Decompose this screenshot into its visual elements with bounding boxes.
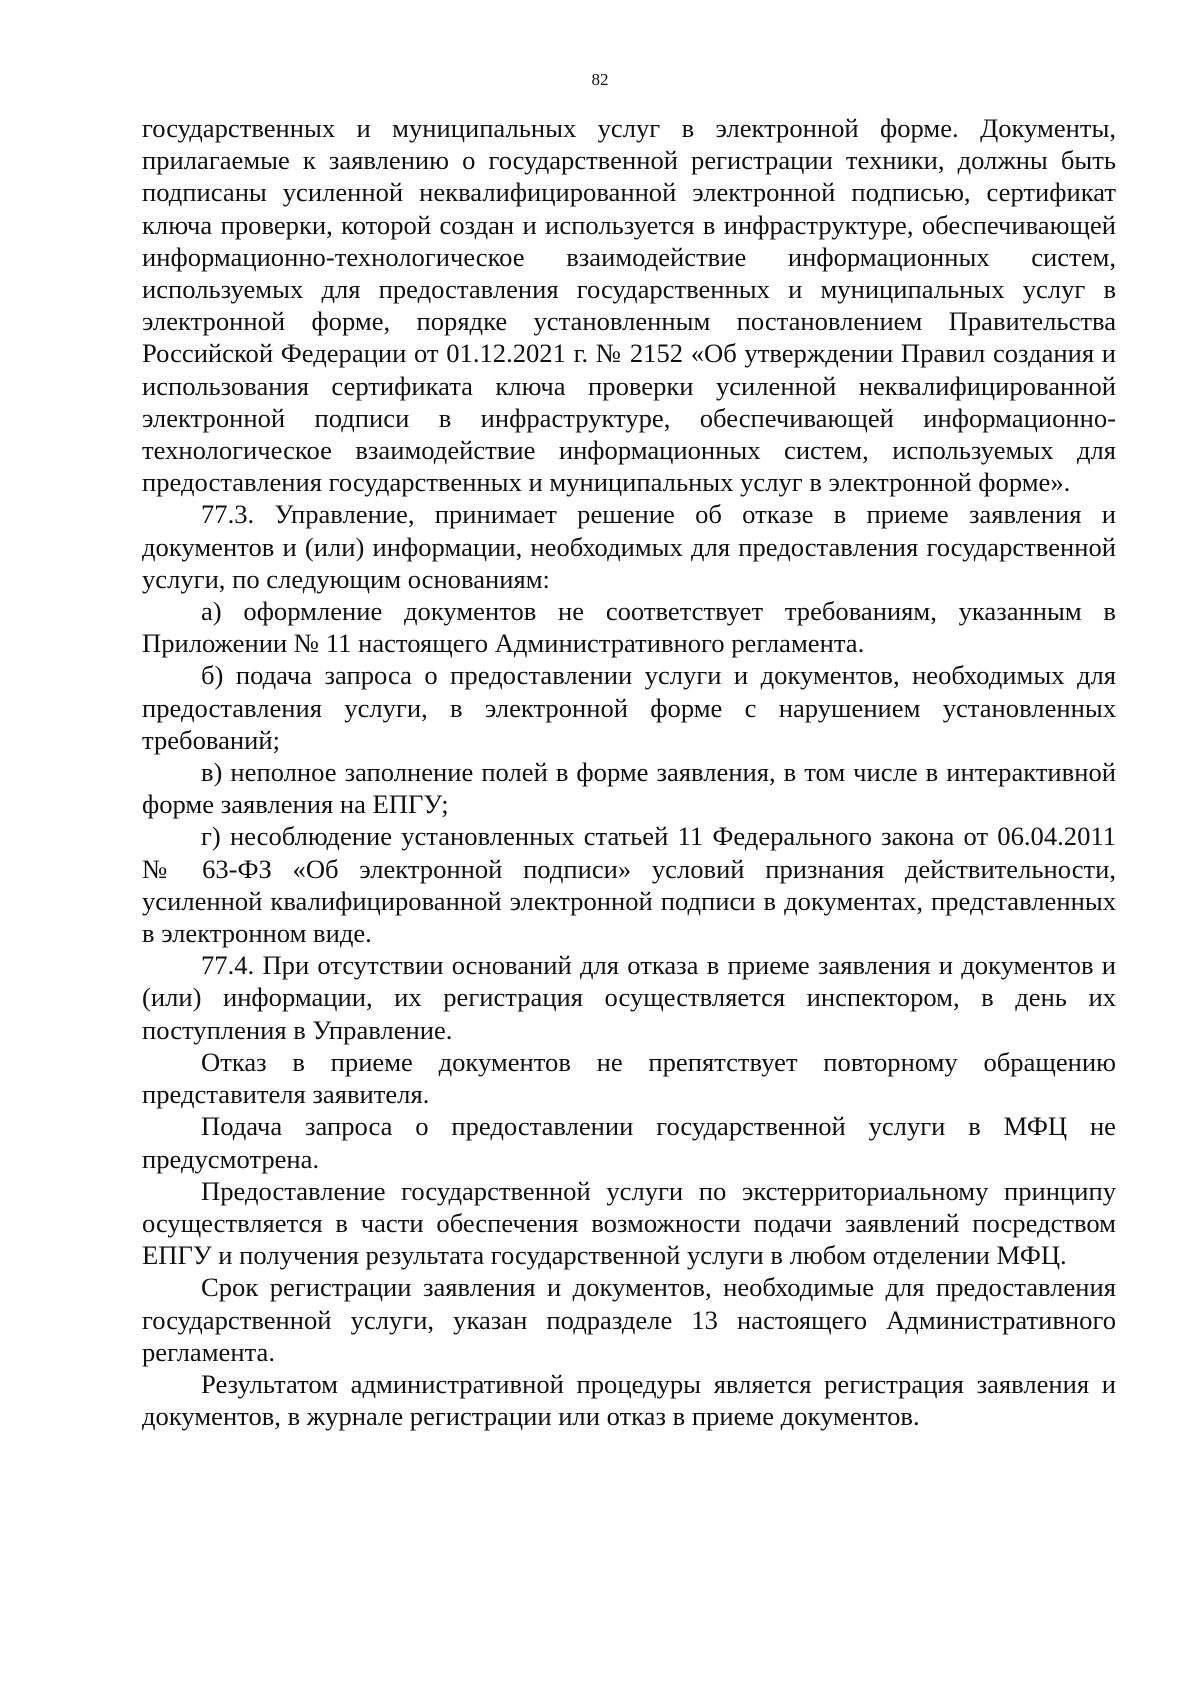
list-item-a: а) оформление документов не соответствует требованиям, указанным в Приложении № 11 настоящего Административного регламента. (142, 596, 1116, 659)
paragraph-refusal-no-obstacle: Отказ в приеме документов не препятствует повторному обращению представителя заявителя. (142, 1046, 1116, 1110)
list-item-g: г) несоблюдение установленных статьей 11 Федерального закона от 06.04.2011 № 63-ФЗ «Об электронной подписи» условий признания действительности, усиленной квалифицированной электронной подписи в документах, представленных в электронном виде. (142, 821, 1116, 949)
list-item-v: в) неполное заполнение полей в форме заявления, в том числе в интерактивной форме заявления на ЕПГУ; (142, 757, 1116, 820)
page-number: 82 (591, 70, 609, 89)
paragraph-registration-term: Срок регистрации заявления и документов, необходимые для предоставления государственной услуги, указан подразделе 13 настоящего Административного регламента. (142, 1272, 1116, 1367)
paragraph-77-3-refusal-grounds: 77.3. Управление, принимает решение об отказе в приеме заявления и документов и (или) информации, необходимых для предоставления государственной услуги, по следующим основаниям: (142, 499, 1116, 594)
paragraph-signature-requirements: государственных и муниципальных услуг в электронной форме. Документы, прилагаемые к заявлению о государственной регистрации техники, должны быть подписаны усиленной неквалифицированной электронной подписью, сертификат ключа проверки, которой создан и используется в инфраструктуре, обеспечивающей информационно-технологическое взаимодействие информационных систем, используемых для предоставления государственных и муниципальных услуг в электронной форме, порядке установленным постановлением Правительства Российской Федерации от 01.12.2021 г. № 2152 «Об утверждении Правил создания и использования сертификата ключа проверки усиленной неквалифицированной электронной подписи в инфраструктуре, обеспечивающей информационно-технологическое взаимодействие информационных систем, используемых для предоставления государственных и муниципальных услуг в электронной форме». (142, 113, 1116, 498)
document-body (142, 112, 1116, 1432)
list-item-b: б) подача запроса о предоставлении услуги и документов, необходимых для предоставления услуги, в электронной форме с нарушением установленных требований; (142, 660, 1116, 755)
paragraph-77-4-registration: 77.4. При отсутствии оснований для отказа в приеме заявления и документов и (или) информации, их регистрация осуществляется инспектором, в день их поступления в Управление. (142, 950, 1116, 1045)
paragraph-extraterritorial: Предоставление государственной услуги по экстерриториальному принципу осуществляется в части обеспечения возможности подачи заявлений посредством ЕПГУ и получения результата государственной услуги в любом отделении МФЦ. (142, 1175, 1116, 1271)
paragraph-mfc-not-provided: Подача запроса о предоставлении государственной услуги в МФЦ не предусмотрена. (142, 1111, 1116, 1174)
paragraph-procedure-result: Результатом административной процедуры является регистрация заявления и документов, в журнале регистрации или отказ в приеме документов. (142, 1368, 1116, 1432)
